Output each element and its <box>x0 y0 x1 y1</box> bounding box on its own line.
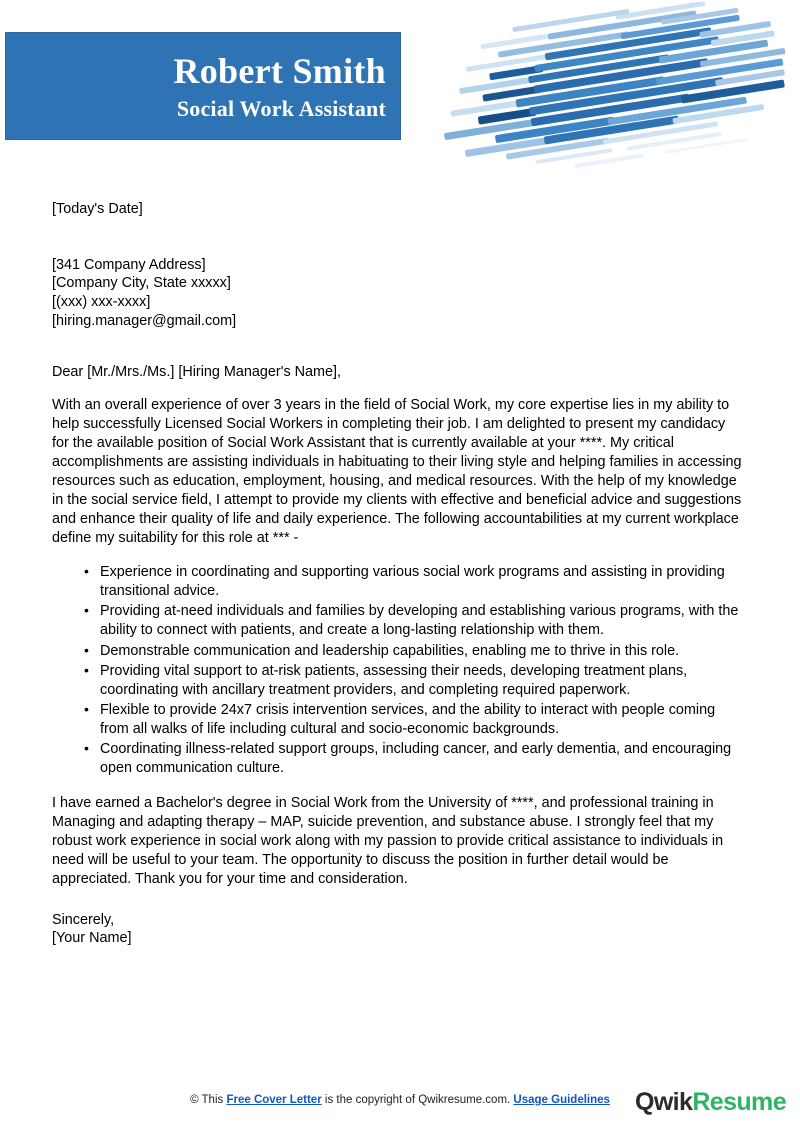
recipient-city-state-zip: [Company City, State xxxxx] <box>52 275 231 292</box>
opening-paragraph: With an overall experience of over 3 years in the field of Social Work, my core expertise lies in my ability to help successfully Licensed Social Workers in completing their job. I am delighted to present my candidacy for the available position of Social Work Assistant that is currently available at your ****. My critical accomplishments are assisting individuals in habituating to their living style and helping families in accessing resources such as education, employment, housing, and medical resources. With the help of my knowledge in the social service field, I attempt to provide my clients with effective and beneficial advice and suggestions and enhance their quality of life and daily experience. The following accountabilities at my current workplace define my suitability for this role at *** - <box>52 397 742 547</box>
recipient-phone: [(xxx) xxx-xxxx] <box>52 294 151 311</box>
free-cover-letter-link[interactable]: Free Cover Letter <box>226 1094 322 1106</box>
qwikresume-logo[interactable] <box>635 1088 786 1117</box>
copyright-prefix: © This <box>190 1094 227 1106</box>
usage-guidelines-link[interactable]: Usage Guidelines <box>513 1094 610 1106</box>
list-item: • Flexible to provide 24x7 crisis intervention services, and the ability to interact with people coming from all walks of life including cultural and socio-economic backgrounds. <box>52 701 742 739</box>
accountabilities-list <box>52 563 742 777</box>
brand-name-first: Qwik <box>634 1088 693 1116</box>
recipient-address-line: [341 Company Address] <box>52 256 206 273</box>
list-item: • Providing vital support to at-risk patients, assessing their needs, developing treatment plans, coordinating with ancillary treatment providers, and completing required paperwork. <box>52 662 742 700</box>
copyright-middle: is the copyright of Qwikresume.com. <box>321 1094 514 1106</box>
signature-name-placeholder: [Your Name] <box>52 930 132 947</box>
date-placeholder: [Today's Date] <box>52 201 143 217</box>
decorative-blue-streaks-icon <box>432 2 798 188</box>
list-item: • Providing at-need individuals and families by developing and establishing various programs, with the ability to connect with patients, and create a long-lasting relationship with them. <box>52 602 742 640</box>
brand-name-second: Resume <box>692 1088 786 1116</box>
page-footer <box>0 1086 800 1131</box>
signoff-text: Sincerely, <box>52 911 115 928</box>
list-item: • Experience in coordinating and supporting various social work programs and assisting in providing transitional advice. <box>52 563 742 601</box>
list-item: • Coordinating illness-related support groups, including cancer, and early dementia, and encouraging open communication culture. <box>52 740 742 778</box>
name-banner <box>5 32 401 140</box>
salutation: Dear [Mr./Mrs./Ms.] [Hiring Manager's Name], <box>52 363 342 380</box>
letter-header <box>0 0 800 200</box>
closing-paragraph: I have earned a Bachelor's degree in Social Work from the University of ****, and professional training in Managing and adapting therapy – MAP, suicide prevention, and substance abuse. I strongly feel that my robust work experience in social work along with my passion to provide critical assistance to individuals in need will be useful to your team. The opportunity to discuss the position in further detail would be appreciated. Thank you for your time and consideration. <box>52 794 724 887</box>
letter-body <box>0 200 800 948</box>
signature-block <box>52 911 742 948</box>
candidate-name: Robert Smith <box>173 50 386 91</box>
recipient-address-block <box>52 256 742 331</box>
candidate-job-title: Social Work Assistant <box>176 95 386 121</box>
list-item: • Demonstrable communication and leadership capabilities, enabling me to thrive in this role. <box>52 642 742 661</box>
recipient-email: [hiring.manager@gmail.com] <box>52 312 237 329</box>
